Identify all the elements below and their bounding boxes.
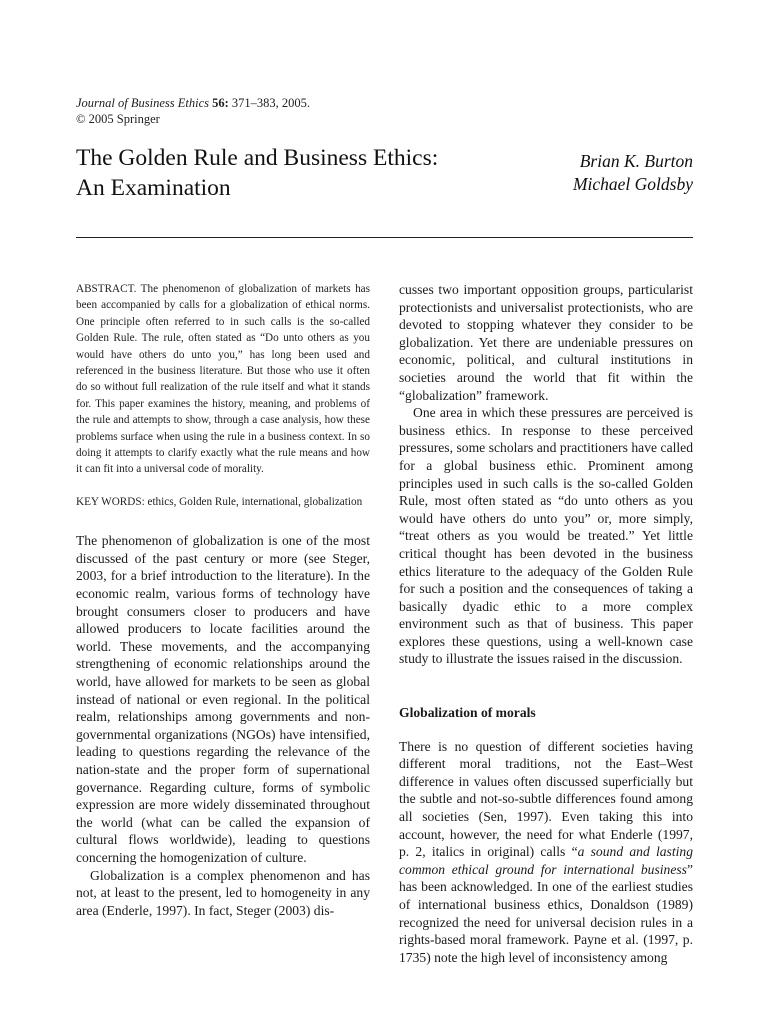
right-column [399, 281, 693, 966]
left-column [76, 281, 370, 919]
copyright-line: © 2005 Springer [76, 111, 160, 126]
body-paragraph: One area in which these pressures are perceived is business ethics. In response to these perceived pressures, some scholars and practitioners have called for a global business ethic. Prominent among principles used in such calls is the so-called Golden Rule, most often stated as “do unto others as you would have others do unto you” or, more simply, “treat others as you would be treated.” Yet little critical thought has been devoted in the business ethics literature to the adequacy of the Golden Rule for such a position and the consequences of taking a basically dyadic ethic to a more complex environment such as that of business. This paper explores these questions, using a well-known case study to illustrate the issues raised in the discussion. [399, 405, 693, 667]
body-paragraph: The phenomenon of globalization is one of the most discussed of the past century or more (see Steger, 2003, for a brief introduction to the literature). In the economic realm, various forms of technology have brought consumers closer to producers and have allowed producers to locate facilities around the world. These movements, and the accompanying strengthening of economic relationships around the world, have allowed for markets to be seen as global instead of national or even regional. In the political realm, relationships among governments and non-governmental organizations (NGOs) have intensified, leading to questions regarding the relevance of the nation-state and the proper form of supernational governance. Regarding culture, forms of symbolic expression are more widely disseminated throughout the world (what can be called the expansion of cultural flows worldwide), leading to questions concerning the homogenization of culture. [76, 533, 370, 865]
section-paragraph [399, 738, 693, 967]
authors [573, 150, 693, 196]
title-line-2: An Examination [76, 175, 231, 201]
abstract: ABSTRACT. The phenomenon of globalization of markets has been accompanied by calls for a globalization of ethical norms. One principle often referred to in such calls is the so-called Golden Rule. The rule, often stated as “Do unto others as you would have others do unto you,” has long been used and referenced in the business literature. But those who use it often do so without full realization of the rule itself and what it stands for. This paper examines the history, meaning, and problems of the rule and attempts to show, through a case analysis, how these problems surface when using the rule in a business context. In so doing it attempts to clarify exactly what the rule means and how it can fit into a universal code of morality. [76, 283, 370, 476]
journal-name: Journal of Business Ethics [76, 96, 209, 110]
journal-pages-year: 371–383, 2005. [228, 96, 311, 110]
author-2: Michael Goldsby [572, 174, 693, 194]
section-paragraph-text-1: There is no question of different societies having different moral traditions, not the East–West difference in values often discussed superficially but the subtle and not-so-subtle differences found among all societies (Sen, 1997). Even taking this into account, however, the need for what Enderle (1997, p. 2, italics in original) calls “ [399, 738, 693, 860]
author-1: Brian K. Burton [579, 151, 693, 171]
body-paragraph: Globalization is a complex phenomenon and has not, at least to the present, led to homogeneity in any area (Enderle, 1997). In fact, Steger (2003) dis- [76, 867, 370, 918]
section-heading: Globalization of morals [399, 705, 536, 721]
title-divider [76, 237, 693, 238]
article-title [76, 143, 516, 203]
section-paragraph-text-2: ” has been acknowledged. In one of the earliest studies of international business ethics, Donaldson (1989) recognized the need for universal decision rules in a rights-based moral framework. Payne et al. (1997, p. 1735) note the high level of inconsistency among [399, 861, 693, 965]
body-paragraph: cusses two important opposition groups, particularist protectionists and universalist protectionists, who are devoted to stopping whatever they consider to be globalization. Yet there are undeniable pressures on economic, political, and cultural institutions in societies around the world that fit within the “globalization” framework. [399, 282, 693, 403]
keywords: KEY WORDS: ethics, Golden Rule, international, globalization [76, 495, 363, 508]
citation-line [76, 96, 310, 112]
journal-header [76, 96, 310, 127]
section-paragraph-quote: a sound and lasting common ethical ground for international business [399, 844, 693, 877]
journal-volume: 56: [212, 96, 229, 110]
title-line-1: The Golden Rule and Business Ethics: [76, 145, 439, 171]
